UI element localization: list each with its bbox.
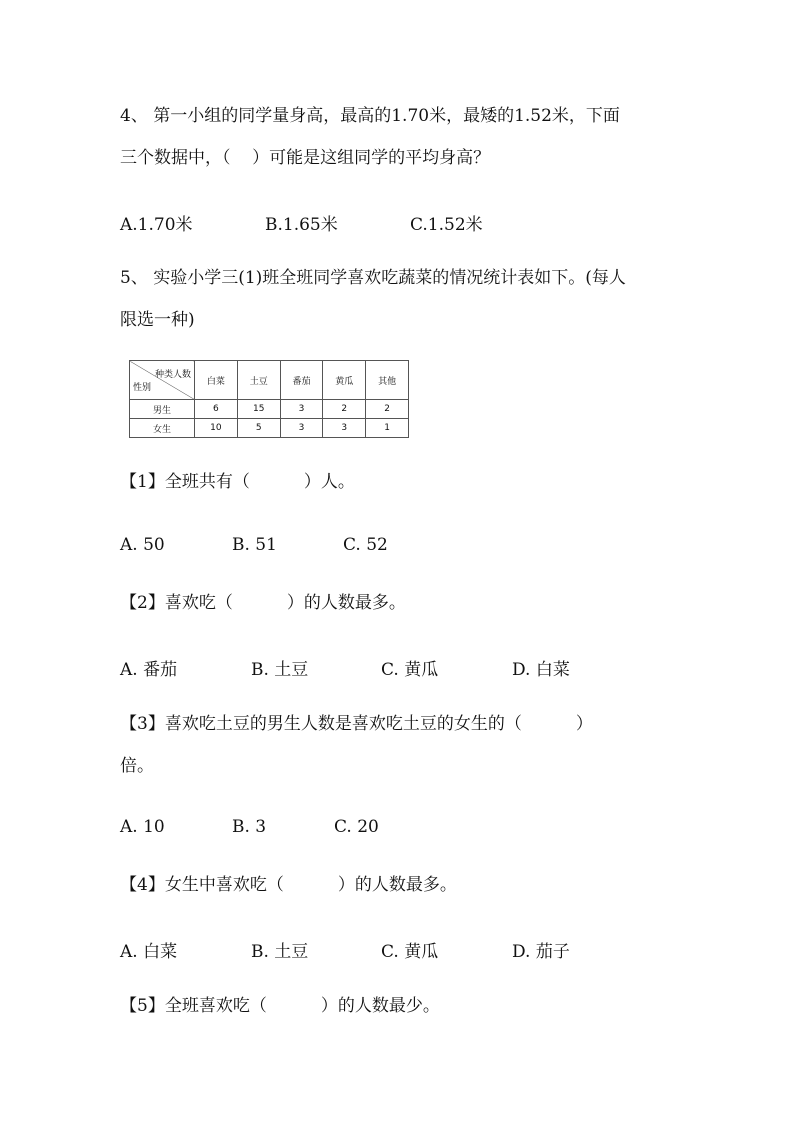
- table-cell: 2: [366, 400, 409, 419]
- option-b: B. 土豆: [251, 660, 309, 680]
- corner-bottom-label: 性别: [133, 383, 152, 393]
- sub-question-4: 【4】女生中喜欢吃（ ）的人数最多。: [120, 875, 457, 895]
- question-4-line-1: 4、 第一小组的同学量身高，最高的1.70米，最矮的1.52米，下面: [120, 106, 620, 126]
- table-row: [130, 419, 409, 438]
- table-cell: 5: [237, 419, 280, 438]
- table-cell: 3: [280, 400, 323, 419]
- option-b: B.1.65米: [265, 215, 338, 235]
- option-c: C. 黄瓜: [381, 942, 439, 962]
- option-a: A.1.70米: [120, 215, 193, 235]
- table-cell: 6: [195, 400, 238, 419]
- table-cell: 3: [323, 419, 366, 438]
- option-c: C. 黄瓜: [381, 660, 439, 680]
- vegetable-stats-table: [129, 360, 409, 438]
- option-b: B. 51: [232, 535, 277, 555]
- column-header: 土豆: [237, 361, 280, 400]
- sub-question-2: 【2】喜欢吃（ ）的人数最多。: [120, 593, 406, 613]
- sub-question-5: 【5】全班喜欢吃（ ）的人数最少。: [120, 996, 440, 1016]
- corner-top-label: 种类人数: [154, 370, 191, 380]
- column-header: 白菜: [195, 361, 238, 400]
- sub-question-3-line-2: 倍。: [120, 756, 154, 776]
- option-c: C.1.52米: [410, 215, 483, 235]
- option-b: B. 3: [232, 817, 267, 837]
- option-a: A. 番茄: [120, 660, 178, 680]
- table-corner-cell: [130, 361, 195, 400]
- row-label: 男生: [130, 400, 195, 419]
- table-cell: 10: [195, 419, 238, 438]
- table-cell: 2: [323, 400, 366, 419]
- option-b: B. 土豆: [251, 942, 309, 962]
- table-row: [130, 400, 409, 419]
- row-label: 女生: [130, 419, 195, 438]
- table-cell: 3: [280, 419, 323, 438]
- table-header-row: [130, 361, 409, 400]
- question-4-line-2: 三个数据中，（ ）可能是这组同学的平均身高？: [120, 148, 491, 168]
- option-c: C. 52: [343, 535, 388, 555]
- table-cell: 15: [237, 400, 280, 419]
- option-d: D. 茄子: [512, 942, 570, 962]
- option-a: A. 50: [120, 535, 165, 555]
- option-a: A. 白菜: [120, 942, 178, 962]
- question-5-line-2: 限选一种): [120, 310, 195, 330]
- sub-question-1: 【1】全班共有（ ）人。: [120, 472, 355, 492]
- column-header: 番茄: [280, 361, 323, 400]
- option-a: A. 10: [120, 817, 165, 837]
- column-header: 其他: [366, 361, 409, 400]
- option-c: C. 20: [334, 817, 379, 837]
- table-cell: 1: [366, 419, 409, 438]
- option-d: D. 白菜: [512, 660, 570, 680]
- column-header: 黄瓜: [323, 361, 366, 400]
- sub-question-3-line-1: 【3】喜欢吃土豆的男生人数是喜欢吃土豆的女生的（ ）: [120, 714, 593, 734]
- question-5-line-1: 5、 实验小学三(1)班全班同学喜欢吃蔬菜的情况统计表如下。(每人: [120, 268, 626, 288]
